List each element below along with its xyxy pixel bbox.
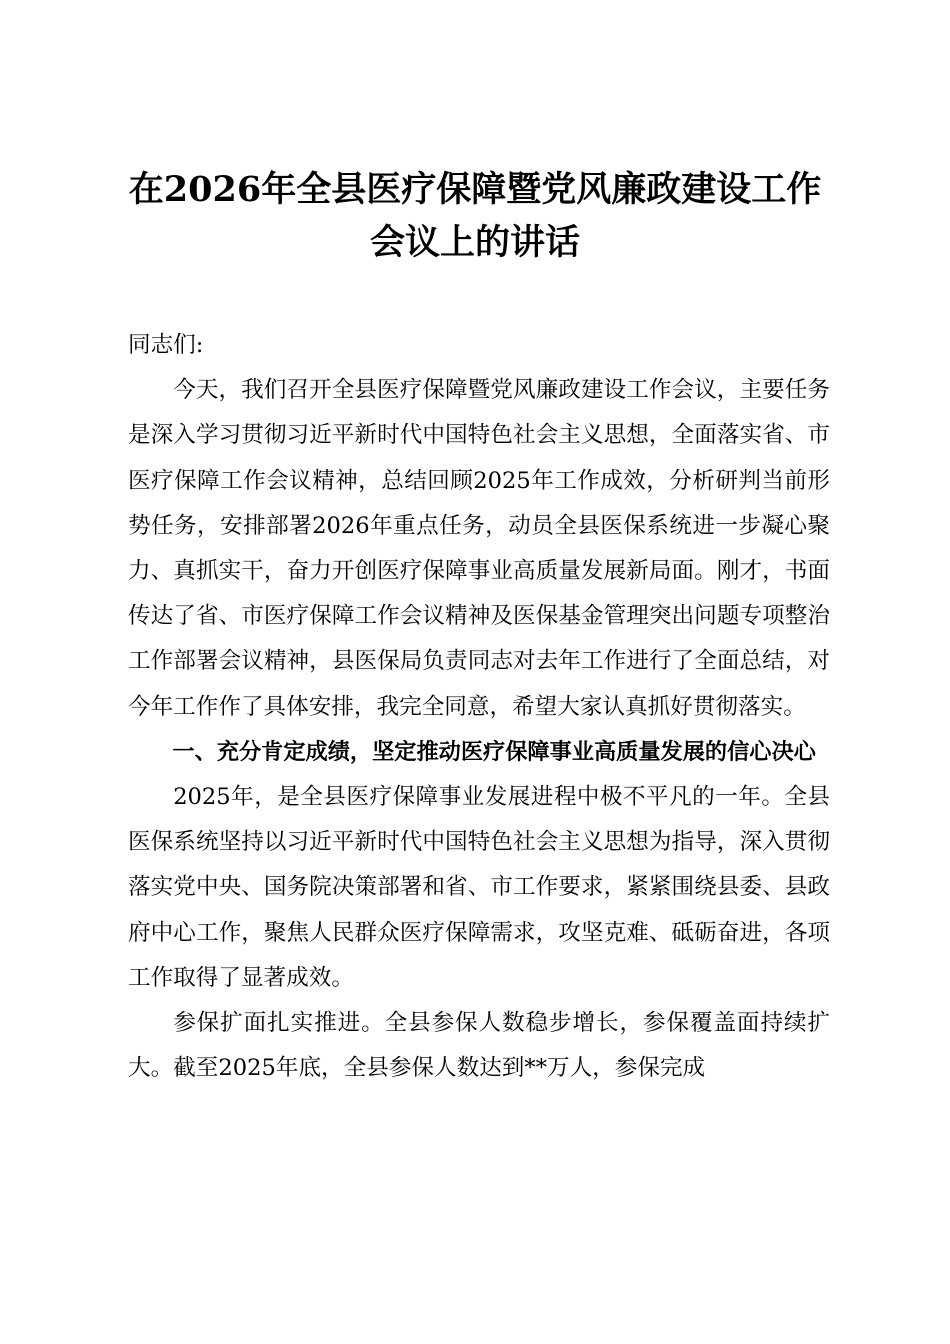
- body-paragraph: 参保扩面扎实推进。全县参保人数稳步增长，参保覆盖面持续扩大。截至2025年底，全县参保人数达到**万人，参保完成: [128, 1010, 830, 1082]
- body-paragraph: 今天，我们召开全县医疗保障暨党风廉政建设工作会议，主要任务是深入学习贯彻习近平新时代中国特色社会主义思想，全面落实省、市医疗保障工作会议精神，总结回顾2025年工作成效，分析研判当前形势任务，安排部署2026年重点任务，动员全县医保系统进一步凝心聚力、真抓实干，奋力开创医疗保障事业高质量发展新局面。刚才，书面传达了省、市医疗保障工作会议精神及医保基金管理突出问题专项整治工作部署会议精神，县医保局负责同志对去年工作进行了全面总结，对今年工作作了具体安排，我完全同意，希望大家认真抓好贯彻落实。: [128, 377, 830, 720]
- section-heading: 一、充分肯定成绩，坚定推动医疗保障事业高质量发展的信心决心: [172, 738, 816, 765]
- salutation: 同志们:: [128, 332, 204, 358]
- document-title-line-2: 会议上的讲话: [369, 222, 580, 263]
- document-body: [128, 323, 830, 1091]
- body-paragraph: 2025年，是全县医疗保障事业发展进程中极不平凡的一年。全县医保系统坚持以习近平新时代中国特色社会主义思想为指导，深入贯彻落实党中央、国务院决策部署和省、市工作要求，紧紧围绕县委、县政府中心工作，聚焦人民群众医疗保障需求，攻坚克难、砥砺奋进，各项工作取得了显著成效。: [128, 784, 830, 991]
- document-title-line-1: 在2026年全县医疗保障暨党风廉政建设工作: [128, 169, 822, 210]
